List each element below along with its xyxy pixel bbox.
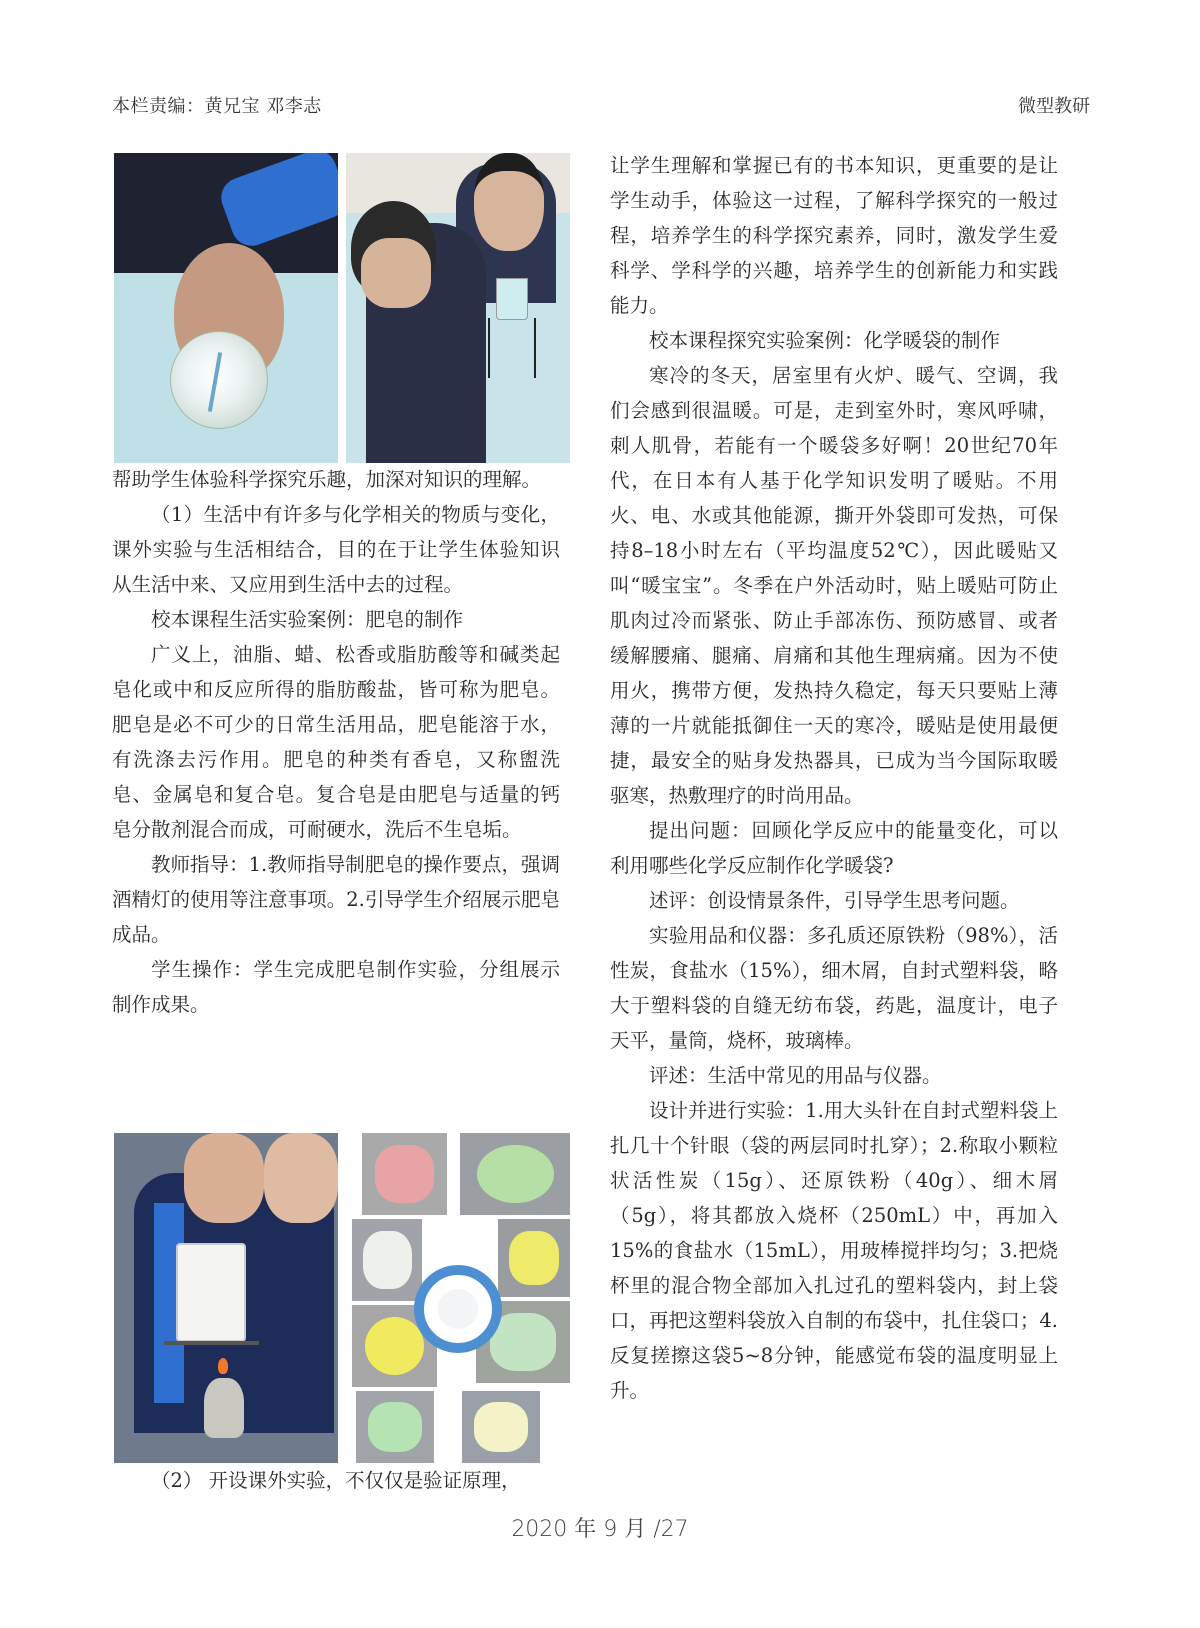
wire-gauze <box>164 1341 259 1345</box>
section-heading: 校本课程生活实验案例：肥皂的制作 <box>151 608 464 631</box>
soap-making-heating-photo <box>114 1133 338 1463</box>
paragraph: 教师指导：1.教师指导制肥皂的操作要点，强调酒精灯的使用等注意事项。2.引导学生介绍展示肥皂成品。 <box>112 853 560 946</box>
left-column <box>112 462 560 1022</box>
page-footer: 2020 年 9 月 /27 <box>511 1517 689 1542</box>
tripod-stand <box>488 318 536 378</box>
paragraph: 评述：生活中常见的用品与仪器。 <box>649 1064 942 1087</box>
section-title: 微型教研 <box>1018 96 1090 117</box>
handmade-soap-collage-photo <box>352 1133 570 1463</box>
flame-icon <box>218 1358 228 1374</box>
soap-pink <box>362 1133 447 1215</box>
alcohol-lamp <box>204 1378 244 1438</box>
soap-white-round <box>414 1265 502 1353</box>
student-face <box>184 1133 264 1223</box>
paragraph: （1）生活中有许多与化学相关的物质与变化，课外实验与生活相结合，目的在于让学生体验知识从生活中来、又应用到生活中去的过程。 <box>112 503 560 596</box>
soap-yellow-cat <box>498 1219 570 1297</box>
paragraph: 实验用品和仪器：多孔质还原铁粉（98%），活性炭，食盐水（15%），细木屑，自封式塑料袋，略大于塑料袋的自缝无纺布袋，药匙，温度计，电子天平，量筒，烧杯，玻璃棒。 <box>610 924 1058 1052</box>
paragraph: 述评：创设情景条件，引导学生思考问题。 <box>649 889 1020 912</box>
right-column <box>610 148 1058 1408</box>
beaker <box>496 278 528 320</box>
paragraph: 帮助学生体验科学探究乐趣，加深对知识的理解。 <box>112 468 542 491</box>
paragraph: 让学生理解和掌握已有的书本知识，更重要的是让学生动手，体验这一过程，了解科学探究的一般过程，培养学生的科学探究素养，同时，激发学生爱科学、学科学的兴趣，培养学生的创新能力和实践能力。 <box>610 154 1058 317</box>
paragraph: 广义上，油脂、蜡、松香或脂肪酸等和碱类起皂化或中和反应所得的脂肪酸盐，皆可称为肥皂。肥皂是必不可少的日常生活用品，肥皂能溶于水，有洗涤去污作用。肥皂的种类有香皂，又称盥洗皂、金属皂和复合皂。复合皂是由肥皂与适量的钙皂分散剂混合而成，可耐硬水，洗后不生皂垢。 <box>112 643 560 841</box>
soap-cream <box>462 1391 540 1463</box>
paragraph: 学生操作：学生完成肥皂制作实验，分组展示制作成果。 <box>112 958 560 1016</box>
paragraph: 寒冷的冬天，居室里有火炉、暖气、空调，我们会感到很温暖。可是，走到室外时，寒风呼啸，刺人肌骨，若能有一个暖袋多好啊！20世纪70年代，在日本有人基于化学知识发明了暖贴。不用火、电、水或其他能源，撕开外袋即可发热，可保持8–18小时左右（平均温度52℃），因此暖贴又叫“暖宝宝”。冬季在户外活动时，贴上暖贴可防止肌肉过冷而紧张、防止手部冻伤、预防感冒、或者缓解腰痛、腿痛、肩痛和其他生理病痛。因为不使用火，携带方便，发热持久稳定，每天只要贴上薄薄的一片就能抵御住一天的寒冷，暖贴是使用最便捷，最安全的贴身发热器具，已成为当今国际取暖驱寒，热敷理疗的时尚用品。 <box>610 364 1058 807</box>
editor-credit: 本栏责编：黄兄宝 邓李志 <box>112 96 322 117</box>
soap-green-flower <box>460 1133 570 1215</box>
students-observing-experiment-photo <box>346 153 570 463</box>
egg-experiment-photo <box>114 153 338 463</box>
section-heading: 校本课程探究实验案例：化学暖袋的制作 <box>649 329 1001 352</box>
paragraph: 设计并进行实验：1.用大头针在自封式塑料袋上扎几十个针眼（袋的两层同时扎穿）；2.称取小颗粒状活性炭（15g）、还原铁粉（40g）、细木屑（5g），将其都放入烧杯（250mL）中，再加入15%的食盐水（15mL），用玻棒搅拌均匀；3.把烧杯里的混合物全部加入扎过孔的塑料袋内，封上袋口，再把这塑料袋放入自制的布袋中，扎住袋口；4.反复搓擦这袋5~8分钟，能感觉布袋的温度明显上升。 <box>610 1099 1058 1402</box>
student-2-head <box>474 153 544 251</box>
student-face <box>264 1133 338 1223</box>
soap-green-cat <box>356 1391 434 1463</box>
paragraph: 提出问题：回顾化学反应中的能量变化，可以利用哪些化学反应制作化学暖袋? <box>610 819 1058 877</box>
egg <box>170 331 268 429</box>
soap-white <box>352 1219 422 1301</box>
caption: （2） 开设课外实验，不仅仅是验证原理， <box>151 1469 521 1492</box>
student-1-face <box>361 238 431 308</box>
beaker <box>176 1243 246 1342</box>
